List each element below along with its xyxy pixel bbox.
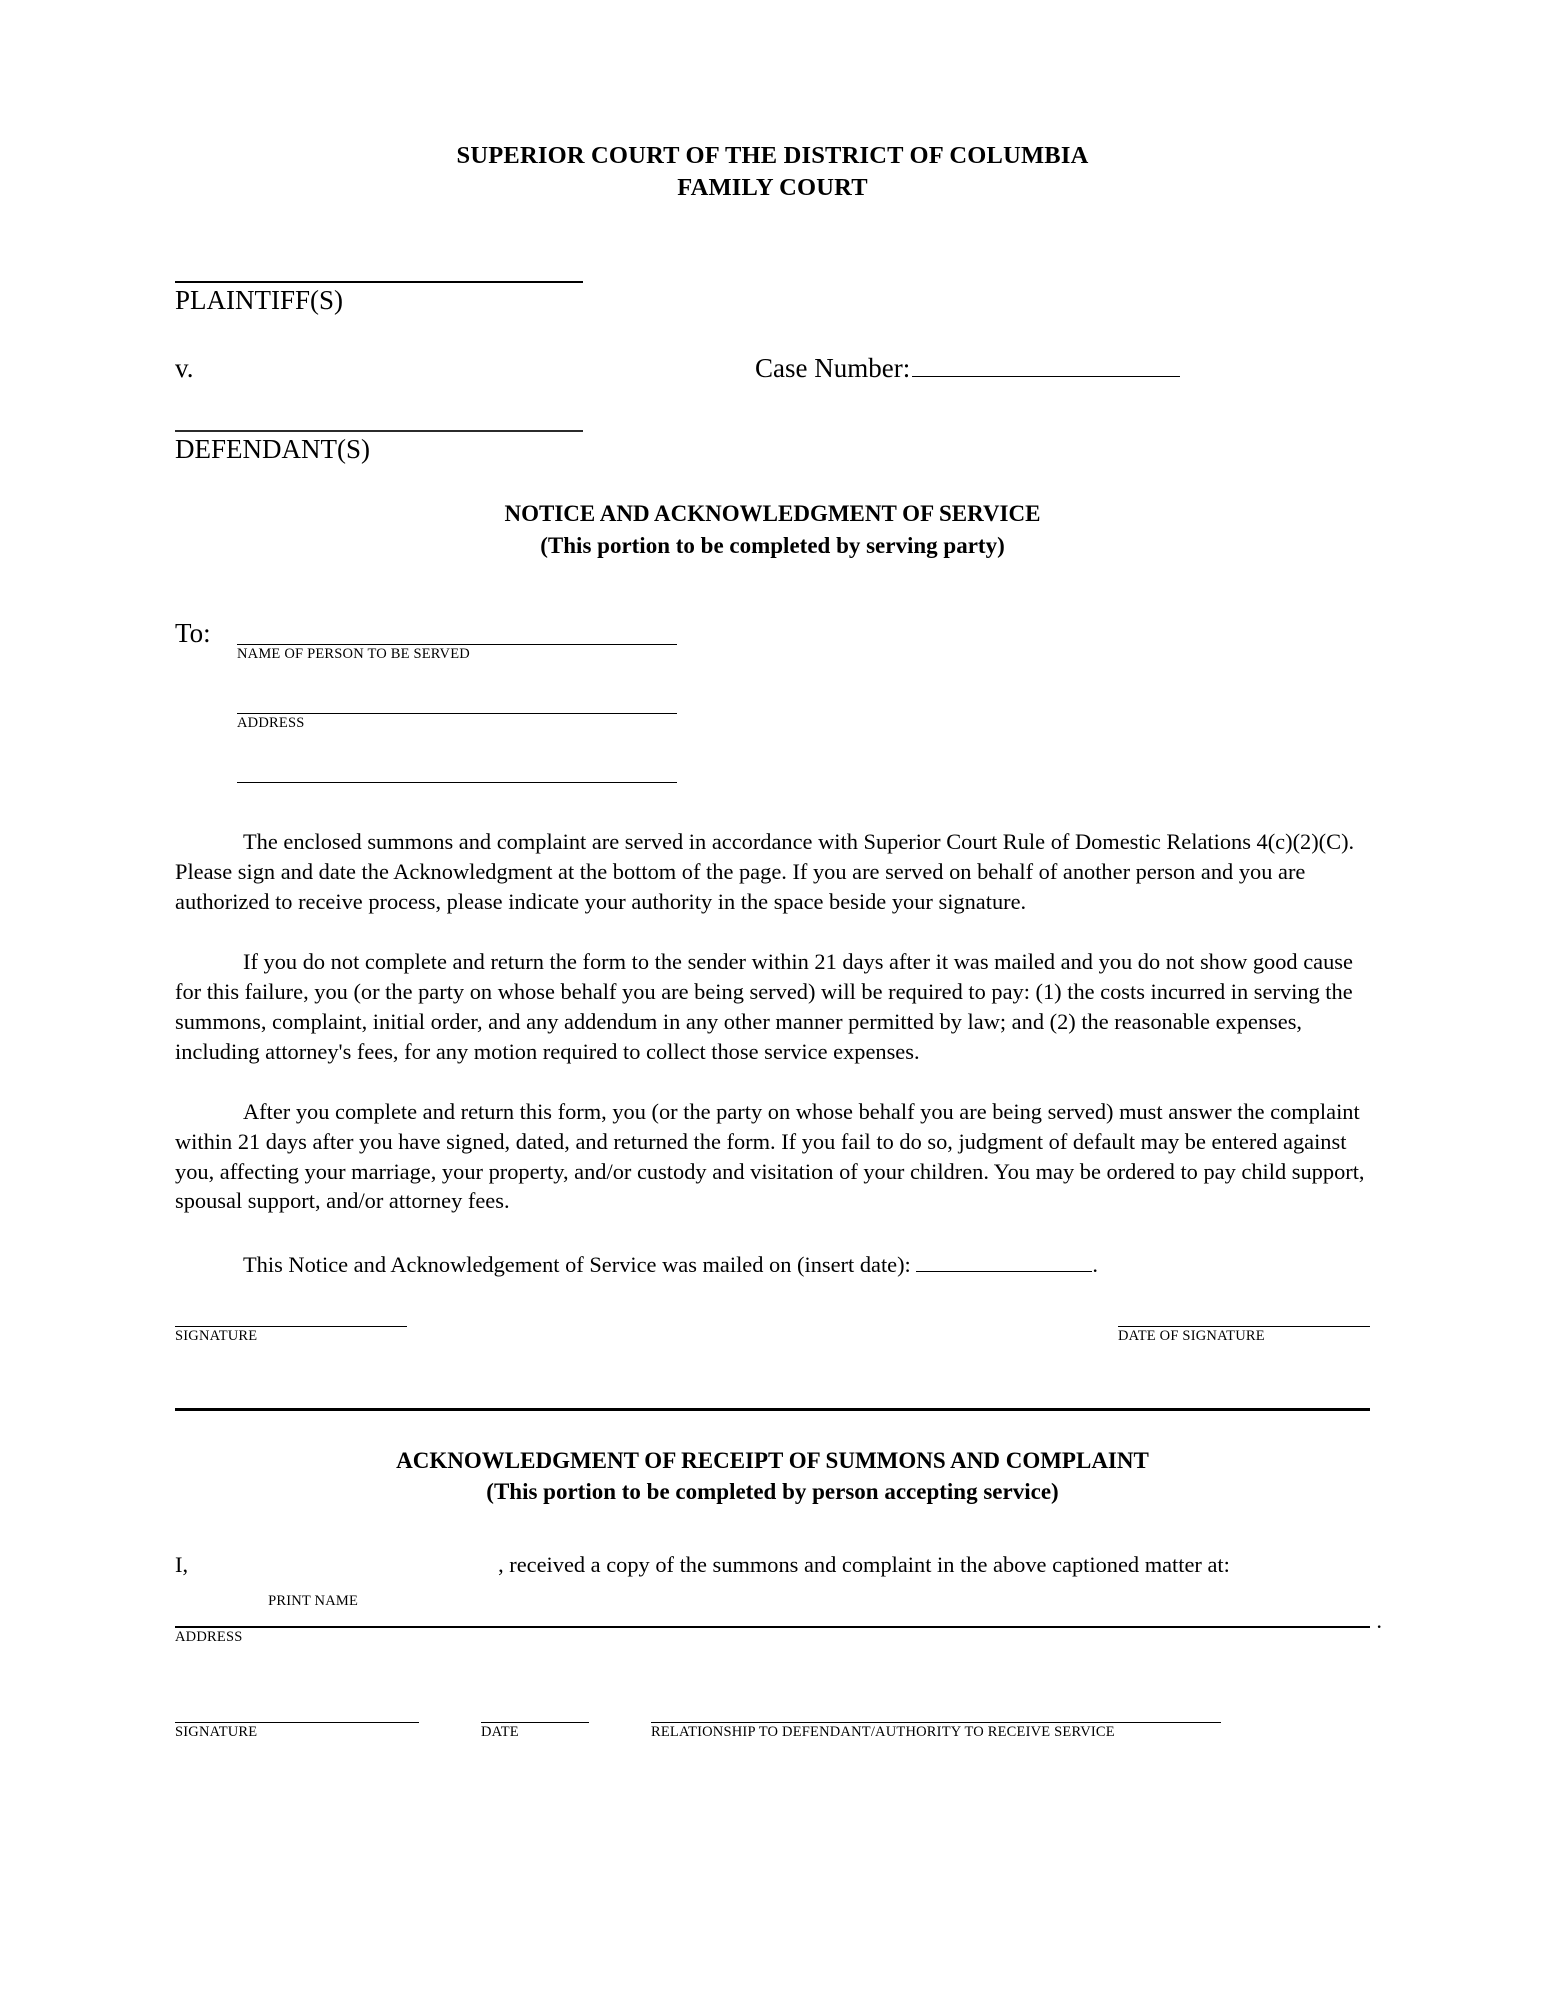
defendant-fill-line[interactable]: [175, 430, 583, 432]
mailed-date-input[interactable]: [916, 1253, 1092, 1272]
acknowledgment-heading-subtitle: (This portion to be completed by person accepting service): [486, 1479, 1059, 1505]
mailed-date-period: .: [1092, 1252, 1098, 1278]
notice-paragraph-1-text: The enclosed summons and complaint are served in accordance with Superior Court Rule of Domestic Relations 4(c)(2)(C). Please sign and date the Acknowledgment at the bottom of the page. If you are served on behalf of another person and you are authorized to receive process, please indicate your authority in the space beside your signature.: [175, 829, 1355, 915]
print-name-caption: PRINT NAME: [268, 1593, 359, 1610]
section-divider: [175, 1408, 1370, 1411]
to-fields: [237, 616, 1370, 784]
to-block: [175, 616, 1370, 784]
notice-paragraph-3-text: After you complete and return this form, you (or the party on whose behalf you are being served) must answer the complaint within 21 days after you have signed, dated, and returned the form. If you fail to do so, judgment of default may be entered against you, affecting your marriage, your property, and/or custody and visitation of your children. You may be ordered to pay child support, spousal support, and/or attorney fees.: [175, 1098, 1365, 1214]
notice-paragraph-2: [175, 947, 1370, 1067]
relationship-caption: RELATIONSHIP TO DEFENDANT/AUTHORITY TO RECEIVE SERVICE: [651, 1724, 1115, 1741]
acknowledgment-date-field[interactable]: [481, 1722, 589, 1741]
notice-paragraph-1: [175, 827, 1370, 917]
i-label: I,: [175, 1552, 189, 1578]
acknowledgment-address-period: .: [1376, 1608, 1382, 1634]
serving-signature-line[interactable]: [175, 1326, 407, 1327]
notice-heading: [175, 498, 1370, 561]
court-header: [175, 140, 1370, 205]
acknowledgment-signature-row: [175, 1722, 1370, 1741]
spacer: [237, 663, 1370, 685]
served-address-input[interactable]: [237, 685, 677, 714]
acknowledgment-signature-field[interactable]: [175, 1722, 419, 1741]
case-number-input[interactable]: [912, 356, 1180, 377]
defendant-block: [175, 430, 1370, 464]
served-name-caption: NAME OF PERSON TO BE SERVED: [237, 645, 470, 662]
plaintiff-fill-line[interactable]: [175, 281, 583, 283]
acknowledgment-signature-line[interactable]: [175, 1722, 419, 1723]
case-number-group: [755, 353, 1180, 384]
mailed-date-text: This Notice and Acknowledgement of Service was mailed on (insert date):: [243, 1252, 917, 1278]
relationship-line[interactable]: [651, 1722, 1221, 1723]
served-address-caption: ADDRESS: [237, 714, 305, 731]
relationship-field[interactable]: [651, 1722, 1221, 1741]
notice-heading-subtitle: (This portion to be completed by serving party): [540, 532, 1005, 558]
to-label: To:: [175, 617, 211, 648]
plaintiff-label: PLAINTIFF(S): [175, 284, 344, 315]
mailed-date-line: [175, 1252, 1370, 1278]
print-name-row: [175, 1552, 1370, 1610]
court-division-line: FAMILY COURT: [677, 174, 868, 202]
notice-paragraph-3: [175, 1097, 1370, 1217]
acknowledgment-heading: [175, 1445, 1370, 1508]
served-address-line2-input[interactable]: [237, 754, 677, 783]
case-caption: [175, 281, 1370, 464]
acknowledgment-signature-caption: SIGNATURE: [175, 1724, 258, 1741]
versus-row: [175, 353, 1370, 384]
acknowledgment-date-caption: DATE: [481, 1724, 519, 1741]
notice-paragraph-2-text: If you do not complete and return the form to the sender within 21 days after it was mailed and you do not show good cause for this failure, you (or the party on whose behalf you are being served) will be required to pay: (1) the costs incurred in serving the summons, complaint, initial order, and any addendum in any other manner permitted by law; and (2) the reasonable expenses, including attorney's fees, for any motion required to collect those service expenses.: [175, 949, 1353, 1064]
serving-date-field[interactable]: [1118, 1326, 1370, 1345]
serving-signature-caption: SIGNATURE: [175, 1328, 258, 1345]
acknowledgment-address-field[interactable]: [175, 1608, 1382, 1634]
served-name-input[interactable]: [237, 616, 677, 645]
acknowledgment-address-caption: ADDRESS: [175, 1629, 243, 1646]
case-number-label: Case Number:: [755, 352, 911, 383]
acknowledgment-date-line[interactable]: [481, 1722, 589, 1723]
serving-date-caption: DATE OF SIGNATURE: [1118, 1328, 1265, 1345]
spacer: [237, 732, 1370, 754]
serving-date-line[interactable]: [1118, 1326, 1370, 1327]
serving-signature-field[interactable]: [175, 1326, 407, 1345]
acknowledgment-address-input[interactable]: [175, 1626, 1370, 1628]
notice-heading-title: NOTICE AND ACKNOWLEDGMENT OF SERVICE: [504, 501, 1041, 527]
acknowledgment-heading-title: ACKNOWLEDGMENT OF RECEIPT OF SUMMONS AND COMPLAINT: [396, 1447, 1149, 1473]
court-name-line: SUPERIOR COURT OF THE DISTRICT OF COLUMBIA: [456, 142, 1089, 169]
received-copy-text: , received a copy of the summons and complaint in the above captioned matter at:: [498, 1552, 1230, 1578]
serving-party-signature-row: [175, 1326, 1370, 1345]
defendant-label: DEFENDANT(S): [175, 433, 370, 464]
versus-label: v.: [175, 352, 194, 383]
